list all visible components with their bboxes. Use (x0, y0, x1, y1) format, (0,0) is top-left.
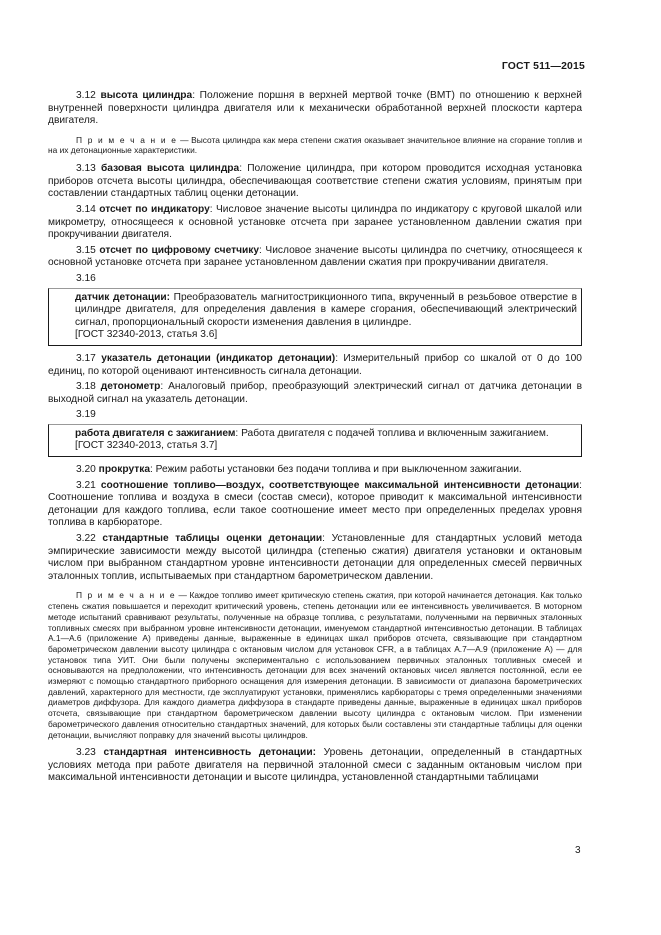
term: стандартные таблицы оценки детонации (102, 533, 323, 545)
term: датчик детонации: (75, 291, 171, 303)
clause-3-14: 3.14 отсчет по индикатору: Числовое значение высоты цилиндра по индикатору с круговой шкалой или микрометру, относящееся к основной установке отсчета при заранее установленном давлении сжатия при прокручивании двигателя. (48, 203, 582, 241)
definition-box-3-19 (48, 424, 582, 457)
term: отсчет по индикатору (99, 203, 210, 215)
clause-3-16-number: 3.16 (76, 272, 96, 284)
clause-3-19-number: 3.19 (76, 409, 96, 421)
note-3-22: П р и м е ч а н и е — Каждое топливо имеет критическую степень сжатия, при которой начинается детонация. Как только степень сжатия повышается и переходит критический уровень, степень детонации или ее интенсивность увеличивается. В моторном методе испытаний сравнивают результаты, полученные на образце топлива, с результатами, полученными на первичных эталонных топливных смесях при выбранном уровне интенсивности детонации, именуемом стандартной интенсивностью детонации. В таблицах А.1—А.6 (приложение А) приведены данные, выраженные в единицах шкал приборов отсчета, связывающие при стандартном барометрическом давлении высоту цилиндра с октановым числом для установок CFR, а в таблицах А.7—А.9 (приложение А) — для установок типа УИТ. Они были получены экспериментально с использованием первичных эталонных топливных смесей и основываются на предположении, что интенсивность детонации для всех значений октановых чисел является постоянной, если ее измеряют с помощью стандартного приборного оснащения для измерения детонации. В зависимости от диапазона барометрических давлений, характерного для местности, где эксплуатируют установки, применялись карбюраторы с тремя определенными значениями диаметров диффузора. Для каждого диаметра диффузора в стандарте приведены данные, выраженные в единицах шкал приборов отсчета, связывающие при стандартном барометрическом давлении высоту цилиндра с октановым числом. При изменении барометрического давления относительно стандартных значений, для которых были составлены эти стандартные таблицы для оценки детонации, вычисляют поправку для значений высоты цилиндров. (48, 590, 582, 740)
note-3-12: П р и м е ч а н и е — Высота цилиндра как мера степени сжатия оказывает значительное влияние на сгорание топлив и на их детонационные характеристики. (48, 134, 582, 156)
clause-3-17: 3.17 указатель детонации (индикатор детонации): Измерительный прибор со шкалой от 0 до 100 единиц, по которой оценивают интенсивность сигнала детонации. (48, 352, 582, 377)
clause-3-16: датчик детонации: Преобразователь магнитострикционного типа, вкрученный в резьбовое отверстие в цилиндре двигателя, для определения давления в камере сгорания, обеспечивающий электрический сигнал, пропорциональный скорости изменения давления в цилиндре. (75, 291, 577, 328)
clause-3-19: работа двигателя с зажиганием: Работа двигателя с подачей топлива и включенным зажиганием. (75, 427, 549, 439)
clause-3-21: 3.21 соотношение топливо—воздух, соответствующее максимальной интенсивности детонации: Соотношение топлива и воздуха в смеси (состав смеси), которое приводит к максимальной интенсивности детонации для каждого топлива, если такое соотношение имеет место при определенных пределах уровня топлива в карбюраторе. (48, 479, 582, 529)
term: прокрутка (98, 464, 151, 476)
term: работа двигателя с зажиганием (75, 427, 236, 439)
term: стандартная интенсивность детонации: (103, 747, 316, 759)
term: отсчет по цифровому счетчику (99, 244, 260, 256)
clause-3-20: 3.20 прокрутка: Режим работы установки без подачи топлива и при выключенном зажигании. (76, 464, 522, 476)
definition-box-3-16 (48, 288, 582, 346)
reference-3-19: [ГОСТ 32340-2013, статья 3.7] (75, 440, 218, 452)
clause-3-13: 3.13 базовая высота цилиндра: Положение цилиндра, при котором проводится исходная установка приборов отсчета высоты цилиндра, обеспечивающая соответствие степени сжатия условиям, принятым при составлении стандартных таблиц оценки детонации. (48, 163, 582, 200)
term: детонометр (100, 381, 161, 393)
term: высота цилиндра (100, 90, 193, 101)
clause-3-23: 3.23 стандартная интенсивность детонации: Уровень детонации, определенный в стандартных условиях метода при работе двигателя на первичной эталонной смеси с заданным октановым числом при максимальной интенсивности детонации и высоте цилиндра, установленной стандартными таблицами (48, 747, 582, 784)
clause-3-22: 3.22 стандартные таблицы оценки детонации: Установленные для стандартных условий метода эмпирические зависимости между высотой цилиндра (степенью сжатия) двигателя установки и октановым числом при выбранном стандартном уровне интенсивности детонации для определенных смесей первичных эталонных топлив, испытываемых при стандартном барометрическом давлении. (48, 533, 582, 582)
clause-3-12: 3.12 высота цилиндра: Положение поршня в верхней мертвой точке (ВМТ) по отношению к верхней внутренней поверхности цилиндра двигателя или к механически обработанной верхней плоскости картера двигателя. (48, 90, 582, 127)
clause-3-18: 3.18 детонометр: Аналоговый прибор, преобразующий электрический сигнал от датчика детонации в выходной сигнал на указатель детонации. (48, 381, 582, 405)
clause-3-15: 3.15 отсчет по цифровому счетчику: Числовое значение высоты цилиндра по счетчику, относящееся к основной установке отсчета при заранее установленном давлении сжатия при прокручивании двигателя. (48, 244, 582, 269)
reference-3-16: [ГОСТ 32340-2013, статья 3.6] (75, 329, 218, 341)
term: указатель детонации (индикатор детонации) (101, 352, 336, 364)
document-code: ГОСТ 511—2015 (501, 61, 585, 72)
page-number: 3 (575, 845, 581, 856)
document-body (48, 90, 582, 785)
term: соотношение топливо—воздух, соответствующее максимальной интенсивности детонации (100, 479, 580, 491)
term: базовая высота цилиндра (101, 163, 240, 175)
